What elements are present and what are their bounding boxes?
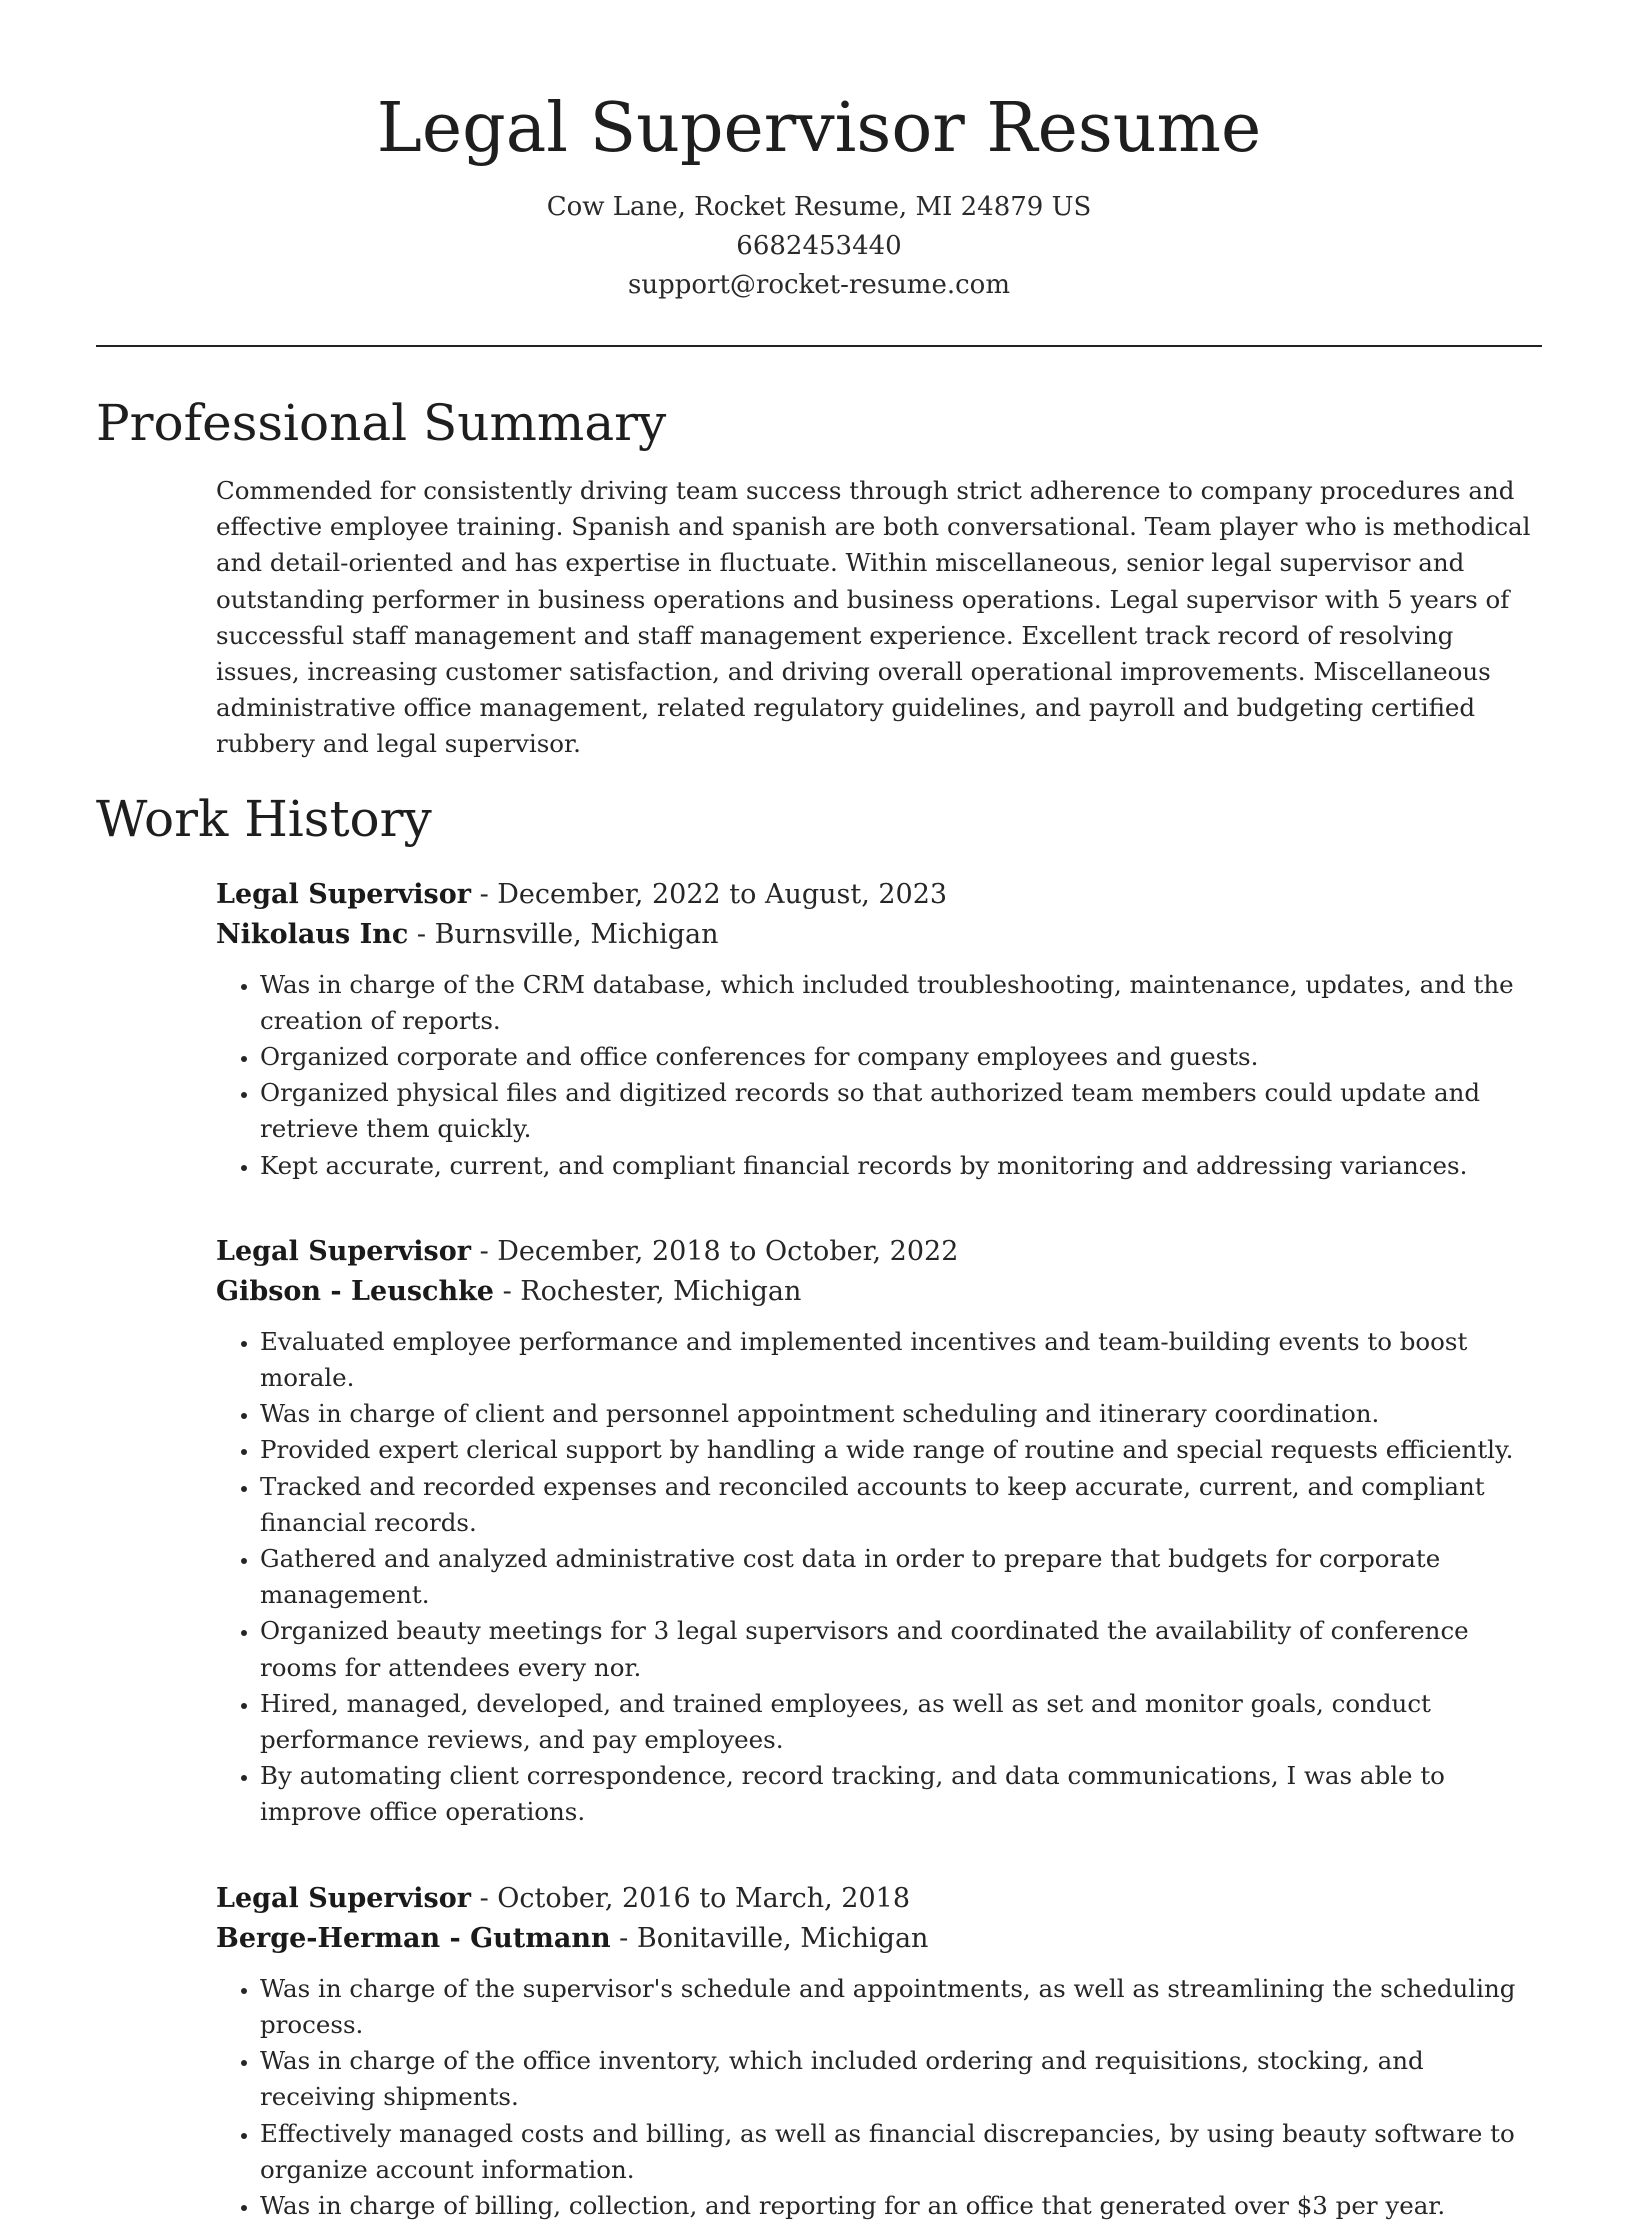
job-bullet: • Organized physical files and digitized records so that authorized team members could update and retrieve them quickly. — [260, 1075, 1542, 1147]
job-location: - Bonitaville, Michigan — [610, 1922, 929, 1954]
job-company: Berge-Herman - Gutmann — [216, 1922, 611, 1954]
resume-title: Legal Supervisor Resume — [376, 89, 1262, 168]
job-bullet: • Tracked and recorded expenses and reconciled accounts to keep accurate, current, and compliant financial records. — [260, 1469, 1542, 1541]
contact-phone: 6682453440 — [736, 231, 902, 261]
summary-text: Commended for consistently driving team success through strict adherence to company procedures and effective employee training. Spanish and spanish are both conversational. Team player who is methodical and detail-oriented and has expertise in fluctuate. Within miscellaneous, senior legal supervisor and outstanding performer in business operations and business operations. Legal supervisor with 5 years of successful staff management and staff management experience. Excellent track record of resolving issues, increasing customer satisfaction, and driving overall operational improvements. Miscellaneous administrative office management, related regulatory guidelines, and payroll and budgeting certified rubbery and legal supervisor. — [216, 476, 1531, 759]
job-bullet: • Gathered and analyzed administrative cost data in order to prepare that budgets for corporate management. — [260, 1541, 1542, 1613]
job-bullet: • Was in charge of billing, collection, and reporting for an office that generated over $3 per year. — [260, 2188, 1542, 2224]
job-dates: - December, 2022 to August, 2023 — [470, 878, 948, 910]
job-company: Nikolaus Inc — [216, 918, 409, 950]
job-title-line — [216, 1232, 1542, 1272]
job-entry — [216, 1879, 1542, 2224]
job-bullet: • Was in charge of the CRM database, which included troubleshooting, maintenance, updates, and the creation of reports. — [260, 967, 1542, 1039]
job-bullet: • By automating client correspondence, record tracking, and data communications, I was able to improve office operations. — [260, 1758, 1542, 1830]
job-entry — [216, 875, 1542, 1184]
resume-page — [96, 0, 1542, 2224]
job-location: - Rochester, Michigan — [494, 1275, 802, 1307]
job-bullet: • Organized beauty meetings for 3 legal supervisors and coordinated the availability of conference rooms for attendees every nor. — [260, 1613, 1542, 1685]
job-title: Legal Supervisor — [216, 1235, 471, 1267]
job-location: - Burnsville, Michigan — [408, 918, 719, 950]
job-company: Gibson - Leuschke — [216, 1275, 494, 1307]
header-divider — [96, 345, 1542, 347]
work-history-heading: Work History — [96, 789, 432, 848]
contact-address: Cow Lane, Rocket Resume, MI 24879 US — [546, 192, 1092, 222]
work-history-list — [216, 875, 1542, 2224]
job-bullets — [216, 967, 1542, 1184]
job-bullet: • Evaluated employee performance and implemented incentives and team-building events to boost morale. — [260, 1324, 1542, 1396]
job-title: Legal Supervisor — [216, 878, 471, 910]
job-bullets — [216, 1971, 1542, 2224]
summary-heading: Professional Summary — [96, 394, 667, 452]
job-company-line — [216, 1272, 1542, 1312]
job-bullet: • Effectively managed costs and billing, as well as financial discrepancies, by using beauty software to organize account information. — [260, 2116, 1542, 2188]
job-bullet: • Organized corporate and office conferences for company employees and guests. — [260, 1039, 1542, 1075]
job-dates: - October, 2016 to March, 2018 — [470, 1882, 911, 1914]
job-bullet: • Provided expert clerical support by handling a wide range of routine and special requests efficiently. — [260, 1432, 1542, 1468]
job-bullet: • Was in charge of the supervisor's schedule and appointments, as well as streamlining the scheduling process. — [260, 1971, 1542, 2043]
contact-email: support@rocket-resume.com — [627, 270, 1010, 300]
job-title: Legal Supervisor — [216, 1882, 471, 1914]
job-dates: - December, 2018 to October, 2022 — [470, 1235, 959, 1267]
resume-header — [96, 0, 1542, 305]
job-bullet: • Hired, managed, developed, and trained employees, as well as set and monitor goals, conduct performance reviews, and pay employees. — [260, 1686, 1542, 1758]
job-title-line — [216, 875, 1542, 915]
job-entry — [216, 1232, 1542, 1831]
job-bullets — [216, 1324, 1542, 1831]
job-bullet: • Was in charge of the office inventory, which included ordering and requisitions, stocking, and receiving shipments. — [260, 2043, 1542, 2115]
contact-block — [96, 188, 1542, 305]
job-bullet: • Was in charge of client and personnel appointment scheduling and itinerary coordination. — [260, 1396, 1542, 1432]
job-company-line — [216, 915, 1542, 955]
job-company-line — [216, 1919, 1542, 1959]
job-title-line — [216, 1879, 1542, 1919]
job-bullet: • Kept accurate, current, and compliant financial records by monitoring and addressing variances. — [260, 1148, 1542, 1184]
